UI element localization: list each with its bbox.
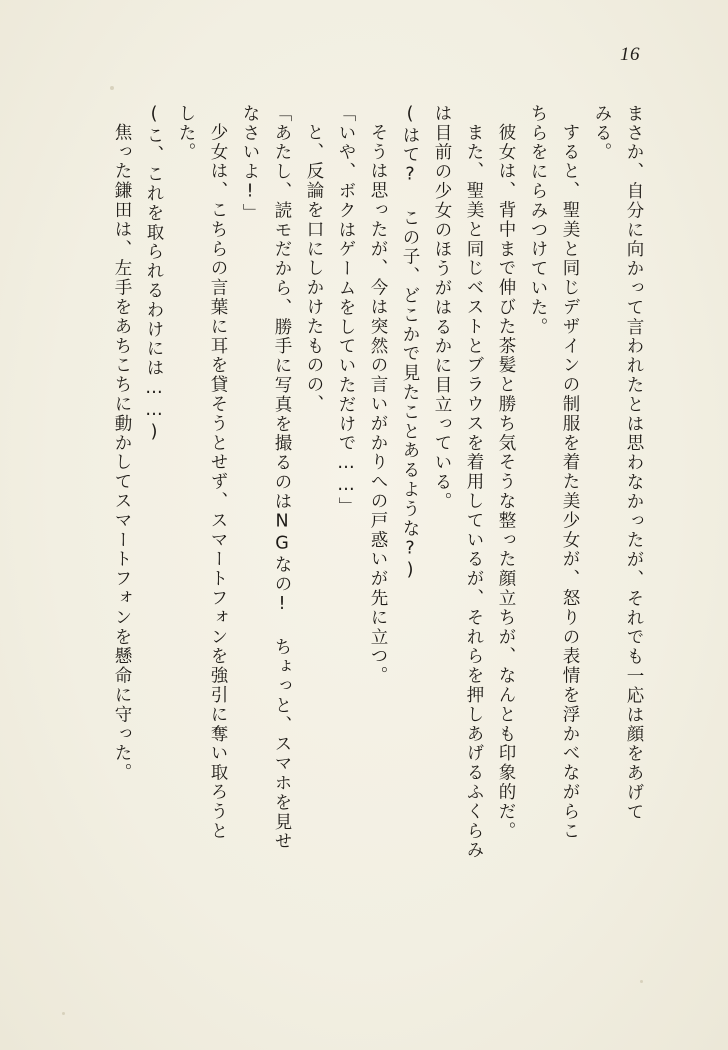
text-column: 「あたし、読モだから、勝手に写真を撮るのはNGなの! ちょっと、スマホを見せ	[272, 104, 292, 852]
text-column: なさいよ!」	[240, 104, 260, 223]
text-column: (はて? この子、どこかで見たことあるような?)	[400, 104, 420, 583]
paper-speck	[110, 86, 114, 90]
text-column: (こ、これを取られるわけには……)	[144, 104, 164, 444]
text-column: まさか、自分に向かって言われたとは思わなかったが、それでも一応は顔をあげて	[624, 104, 644, 822]
page-number: 16	[620, 44, 640, 65]
text-column: 焦った鎌田は、左手をあちこちに動かしてスマートフォンを懸命に守った。	[112, 123, 132, 783]
text-column: した。	[176, 104, 196, 163]
paper-speck	[62, 1012, 65, 1015]
text-column: 少女は、こちらの言葉に耳を貸そうとせず、スマートフォンを強引に奪い取ろうと	[208, 123, 228, 841]
paper-speck	[640, 980, 643, 983]
text-column: そうは思ったが、今は突然の言いがかりへの戸惑いが先に立つ。	[368, 123, 388, 686]
text-column: ちらをにらみつけていた。	[528, 104, 548, 337]
text-column: また、聖美と同じベストとブラウスを着用しているが、それらを押しあげるふくらみ	[464, 123, 484, 861]
text-column: 彼女は、背中まで伸びた茶髪と勝ち気そうな整った顔立ちが、なんとも印象的だ。	[496, 123, 516, 841]
text-column: すると、聖美と同じデザインの制服を着た美少女が、怒りの表情を浮かべながらこ	[560, 123, 580, 841]
body-text	[98, 104, 642, 894]
text-column: みる。	[592, 104, 612, 163]
text-column: は目前の少女のほうがはるかに目立っている。	[432, 104, 452, 512]
text-column: 「いや、ボクはゲームをしていただけで……」	[336, 104, 356, 517]
text-column: と、反論を口にしかけたものの、	[304, 123, 324, 414]
